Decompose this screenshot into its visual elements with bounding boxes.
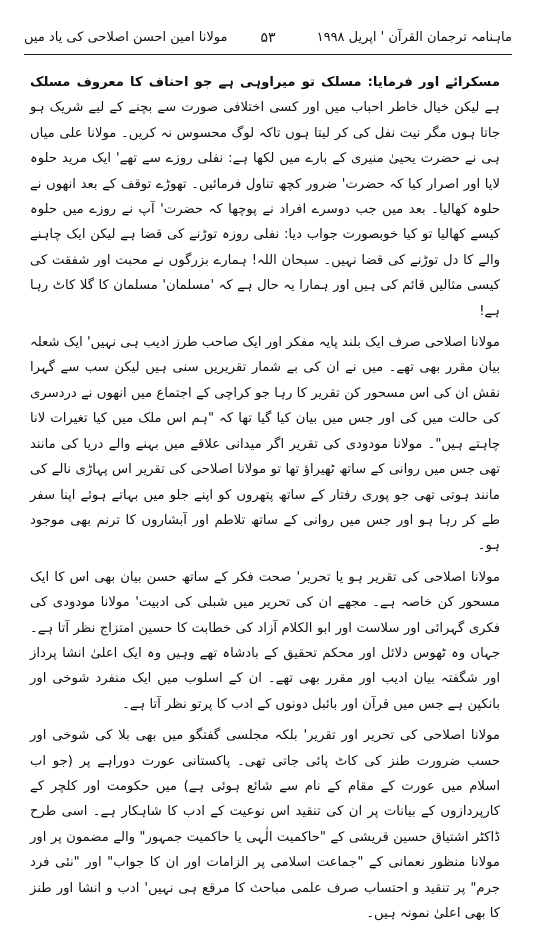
page-number: ۵۳	[260, 30, 276, 46]
running-title: مولانا امین احسن اصلاحی کی یاد میں	[24, 30, 228, 45]
header-divider	[24, 54, 512, 55]
paragraph: مولانا اصلاحی صرف ایک بلند پایہ مفکر اور ایک صاحب طرز ادیب ہی نہیں' ایک شعلہ بیان مقرر بھی تھے۔ میں نے ان کی بے شمار تقریریں سنی ہیں لیکن سب سے گہرا نقش ان کی اس مسحور کن تقریر کا رہا جو کراچی کے اجتماع میں انھوں نے دردسری کی حالت میں کی اور جس میں بیان کیا گیا تھا کہ "ہم اس ملک میں کیا تغیرات لانا چاہتے ہیں"۔ مولانا مودودی کی تقریر اگر میدانی علاقے میں بہنے والے دریا کی مانند تھی جس میں روانی کے ساتھ ٹھیراؤ تھا تو مولانا اصلاحی کی تقریر اس پہاڑی نالے کی مانند ہوتی تھی جو پوری رفتار کے ساتھ پتھروں کو اپنے جلو میں بہاتے ہوئے اپنا سفر طے کر رہا ہو اور جس میں روانی کے ساتھ تلاطم اور آبشاروں کا ترنم بھی موجود ہو۔	[30, 335, 500, 554]
paragraph: مولانا اصلاحی کی تحریر اور تقریر' بلکہ مجلسی گفتگو میں بھی بلا کی شوخی اور حسب ضرورت طنز کی کاٹ پائی جاتی تھی۔ پاکستانی عورت دوراہے پر (جو اب اسلام میں عورت کے مقام کے نام سے شائع ہوئی ہے) میں حکومت اور کلچر کے کارپردازوں کے بیانات پر ان کی تنقید اس نوعیت کے ادب کا شاہکار ہے۔ اسی طرح ڈاکٹر اشتیاق حسین قریشی کے "حاکمیت الٰہی یا حاکمیت جمہور" والے مضمون پر اور مولانا منظور نعمانی کے "جماعت اسلامی پر الزامات اور ان کا جواب" اور "نئی فرد جرم" پر تنقید و احتساب صرف علمی مباحث کا مرقع ہی نہیں' ادب و انشا اور طنز کا بھی اعلیٰ نمونہ ہیں۔	[30, 728, 500, 921]
page-header	[24, 30, 512, 52]
article-body	[30, 70, 500, 921]
paragraph: مسکرائے اور فرمایا: مسلک تو میراوہی ہے جو احناف کا معروف مسلک ہے لیکن خیال خاطر احباب میں اور کسی اختلافی صورت سے بچنے کے لیے شریک ہو جاتا ہوں مگر نیت نفل کی کر لیتا ہوں تاکہ لوگ محسوس نہ کریں۔ مولانا علی میاں ہی نے حضرت یحییٰ منیری کے بارے میں لکھا ہے: نفلی روزے سے تھے' ایک مرید حلوہ لایا اور اصرار کیا کہ حضرت' ضرور کچھ تناول فرمائیں۔ تھوڑے توقف کے بعد انھوں نے حلوہ کھالیا۔ بعد میں جب دوسرے افراد نے پوچھا کہ حضرت' آپ نے روزے میں حلوہ کیسے کھالیا تو کیا خوبصورت جواب دیا: نفلی روزہ توڑنے کی قضا ہے لیکن ایک چاہنے والے کا دل توڑنے کی قضا نہیں۔ سبحان اللہ! ہمارے بزرگوں نے محبت اور شفقت کی کیسی مثالیں قائم کی ہیں اور ہمارا یہ حال ہے کہ 'مسلمان' مسلمان کا گلا کاٹ رہا ہے!	[30, 75, 500, 319]
paragraph: مولانا اصلاحی کی تقریر ہو یا تحریر' صحت فکر کے ساتھ حسن بیان بھی اس کا ایک مسحور کن خاصہ ہے۔ مجھے ان کی تحریر میں شبلی کی ادبیت' مولانا مودودی کی فکری گہرائی اور سلاست اور ابو الکلام آزاد کی خطابت کا حسین امتزاج نظر آتا ہے۔ جہاں وہ ٹھوس دلائل اور محکم تحقیق کے بادشاہ تھے وہیں وہ ایک اعلیٰ انشا پرداز اور شگفتہ بیان ادیب اور مقرر بھی تھے۔ ان کے اسلوب میں ایک منفرد شوخی اور بانکپن ہے جس میں قرآن اور بائبل دونوں کے ادب کا پرتو نظر آتا ہے۔	[30, 569, 500, 712]
journal-title: ماہنامہ ترجمان القرآن ' اپریل ۱۹۹۸	[316, 30, 512, 45]
